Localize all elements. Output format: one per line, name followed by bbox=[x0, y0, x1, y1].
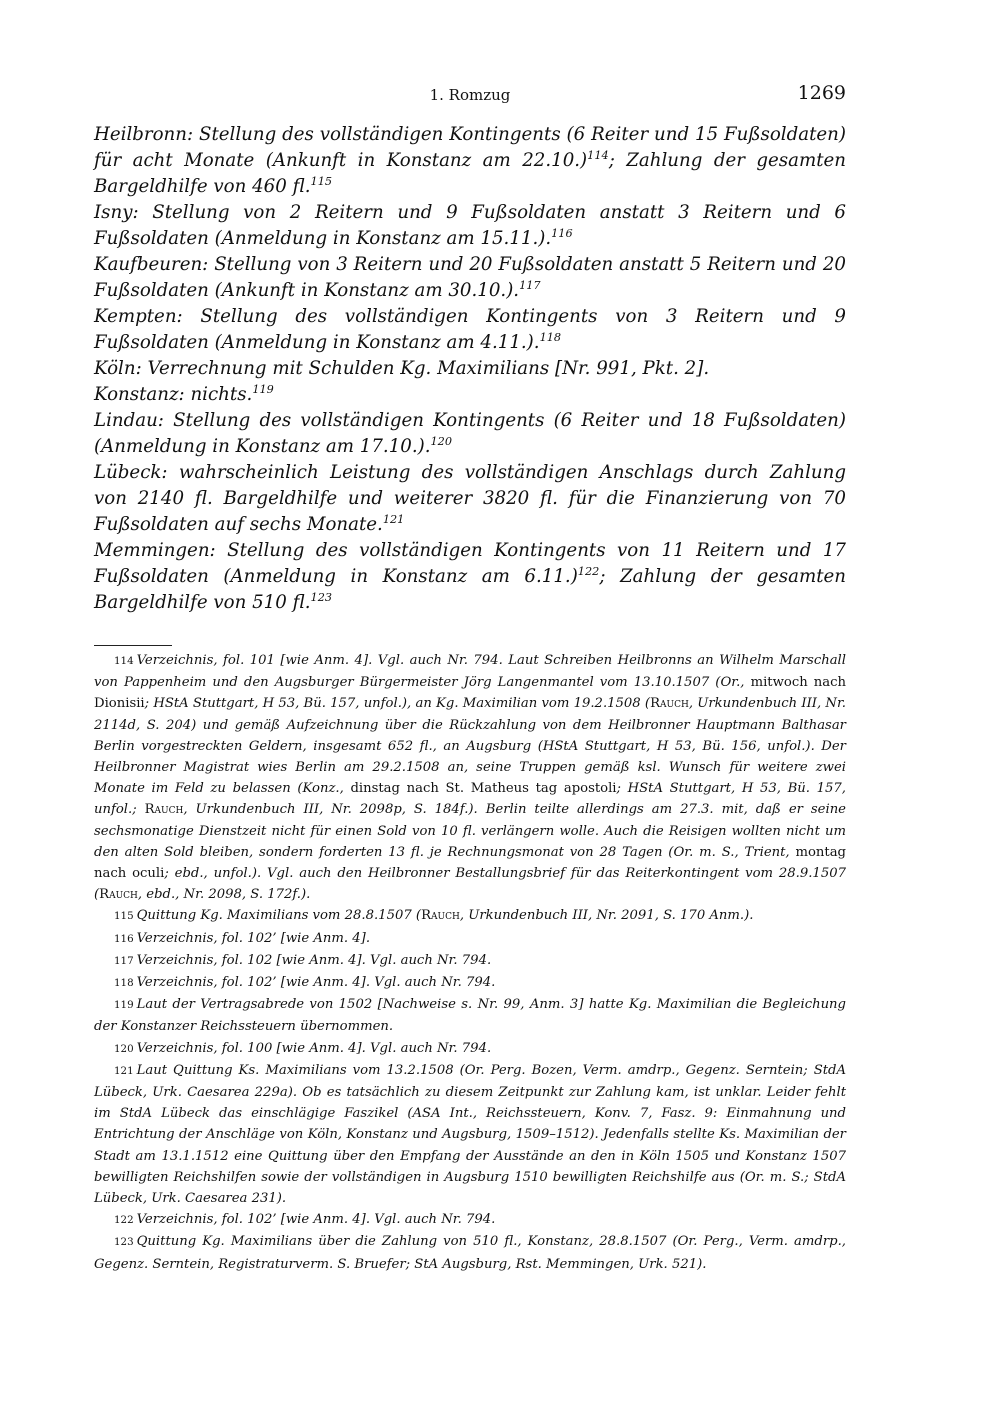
footnote-ref: 123 bbox=[310, 591, 333, 605]
footnote-number: 120 bbox=[114, 1042, 134, 1055]
footnote-number: 122 bbox=[114, 1214, 134, 1227]
main-text bbox=[94, 122, 846, 616]
entry-kaufbeuren: Kaufbeuren: Stellung von 3 Reitern und 20 Fußsoldaten anstatt 5 Reitern und 20 Fußsoldaten (Ankunft in Konstanz am 30.10.).$^{117}$ bbox=[94, 254, 846, 301]
running-head: 1. Romzug bbox=[429, 86, 511, 104]
footnote-number: 119 bbox=[114, 999, 134, 1012]
footnotes bbox=[94, 650, 846, 1275]
page-number: 1269 bbox=[797, 82, 846, 104]
entry-heilbronn: Heilbronn: Stellung des vollständigen Kontingents (6 Reiter und 15 Fußsoldaten) für acht Monate (Ankunft in Konstanz am 22.10.)$^{114}$; Zahlung der gesamten Bargeldhilfe von 460 fl.$^{115}$ bbox=[94, 124, 846, 197]
footnote-117: 117 Verzeichnis, fol. 102 [wie Anm. 4]. Vgl. auch Nr. 794. bbox=[114, 952, 492, 968]
footnote-ref: 118 bbox=[539, 331, 562, 345]
footnote-number: 121 bbox=[114, 1064, 134, 1077]
footnote-ref: 120 bbox=[430, 435, 453, 449]
footnote-122: 122 Verzeichnis, fol. 102’ [wie Anm. 4]. Vgl. auch Nr. 794. bbox=[114, 1212, 496, 1228]
entry-luebeck: Lübeck: wahrscheinlich Leistung des vollständigen Anschlags durch Zahlung von 2140 fl. Bargeldhilfe und weiterer 3820 fl. für die Finanzierung von 70 Fußsoldaten auf sechs Monate.$^{121}$ bbox=[94, 462, 846, 535]
footnote-number: 115 bbox=[114, 910, 134, 923]
entry-lindau: Lindau: Stellung des vollständigen Kontingents (6 Reiter und 18 Fußsoldaten) (Anmeldung in Konstanz am 17.10.).$^{120}$ bbox=[94, 410, 846, 457]
footnote-123: 123 Quittung Kg. Maximilians über die Zahlung von 510 fl., Konstanz, 28.8.1507 (Or. Perg., Verm. amdrp., Gegenz. Serntein, Registraturverm. S. Bruefer; StA Augsburg, Rst. Memmingen, Urk. 521). bbox=[94, 1234, 846, 1272]
footnote-ref: 121 bbox=[382, 513, 405, 527]
footnote-number: 114 bbox=[114, 655, 134, 667]
footnote-121: 121 Laut Quittung Ks. Maximilians vom 13.2.1508 (Or. Perg. Bozen, Verm. amdrp., Gegenz. Serntein; StdA Lübeck, Urk. Caesarea 229a). Ob es tatsächlich zu diesem Zeitpunkt zur Zahlung kam, ist unklar. Leider fehlt im StdA Lübeck das einschlägige Faszikel (ASA Int., Reichssteuern, Konv. 7, Fasz. 9: Einmahnung und Entrichtung der Anschläge von Köln, Konstanz und Augsburg, 1509–1512). Jedenfalls stellte Ks. Maximilian der Stadt am 13.1.1512 eine Quittung über den Empfang der Ausstände an den in Köln 1505 und Konstanz 1507 bewilligten Reichshilfen sowie der vollständigen in Augsburg 1510 bewilligten Reichshilfe aus (Or. m. S.; StdA Lübeck, Urk. Caesarea 231). bbox=[94, 1062, 846, 1207]
footnote-114: 114 Verzeichnis, fol. 101 [wie Anm. 4]. Vgl. auch Nr. 794. Laut Schreiben Heilbronns an Wilhelm Marschall von Pappenheim und den Augsburger Bürgermeister Jörg Langenmantel vom 13.10.1507 (Or., mitwoch nach Dionisii; HStA Stuttgart, H 53, Bü. 157, unfol.), an Kg. Maximilian vom 19.2.1508 (Rauch, Urkundenbuch III, Nr. 2114d, S. 204) und gemäß Aufzeichnung über die Rückzahlung von dem Heilbronner Hauptmann Balthasar Berlin vorgestreckten Geldern, insgesamt 652 fl., an Augsburg (HStA Stuttgart, H 53, Bü. 156, unfol.). Der Heilbronner Magistrat wies Berlin am 29.2.1508 an, seine Truppen gemäß ksl. Wunsch für weitere zwei Monate im Feld zu belassen (Konz., dinstag nach St. Matheus tag apostoli; HStA Stuttgart, H 53, Bü. 157, unfol.; Rauch, Urkundenbuch III, Nr. 2098p, S. 184f.). Berlin teilte allerdings am 27.3. mit, daß er seine sechsmonatige Dienstzeit nicht für einen Sold von 10 fl. verlängern wolle. Auch die Reisigen wollten nicht um den alten Sold bleiben, sondern forderten 13 fl. je Rechnungsmonat von 28 Tagen (Or. m. S., Trient, montag nach oculi; ebd., unfol.). Vgl. auch den Heilbronner Bestallungsbrief für das Reiterkontingent vom 28.9.1507 (Rauch, ebd., Nr. 2098, S. 172f.). bbox=[94, 653, 847, 903]
footnote-115: 115 Quittung Kg. Maximilians vom 28.8.1507 (Rauch, Urkundenbuch III, Nr. 2091, S. 170 Anm.). bbox=[114, 908, 754, 924]
footnote-ref: 114 bbox=[587, 149, 609, 163]
footnote-number: 118 bbox=[114, 977, 134, 990]
footnote-ref: 122 bbox=[577, 565, 600, 579]
entry-memmingen: Memmingen: Stellung des vollständigen Kontingents von 11 Reitern und 17 Fußsoldaten (Anmeldung in Konstanz am 6.11.)$^{122}$; Zahlung der gesamten Bargeldhilfe von 510 fl.$^{123}$ bbox=[94, 540, 846, 613]
footnote-ref: 116 bbox=[551, 227, 573, 241]
footnote-119: 119 Laut der Vertragsabrede von 1502 [Nachweise s. Nr. 99, Anm. 3] hatte Kg. Maximilian die Begleichung der Konstanzer Reichssteuern übernommen. bbox=[94, 997, 846, 1035]
page-header bbox=[94, 82, 846, 110]
footnote-ref: 119 bbox=[252, 383, 274, 397]
footnote-120: 120 Verzeichnis, fol. 100 [wie Anm. 4]. Vgl. auch Nr. 794. bbox=[114, 1040, 492, 1056]
footnote-118: 118 Verzeichnis, fol. 102’ [wie Anm. 4]. Vgl. auch Nr. 794. bbox=[114, 975, 496, 991]
footnote-number: 117 bbox=[114, 954, 134, 967]
entry-koeln: Köln: Verrechnung mit Schulden Kg. Maximilians [Nr. 991, Pkt. 2]. bbox=[94, 358, 710, 379]
document-page bbox=[94, 0, 846, 1418]
entry-kempten: Kempten: Stellung des vollständigen Kontingents von 3 Reitern und 9 Fußsoldaten (Anmeldung in Konstanz am 4.11.).$^{118}$ bbox=[94, 306, 846, 353]
footnote-rule bbox=[94, 645, 172, 646]
footnote-number: 123 bbox=[114, 1236, 134, 1249]
footnote-ref: 115 bbox=[310, 175, 333, 189]
entry-konstanz: Konstanz: nichts.$^{119}$ bbox=[94, 383, 274, 405]
footnote-116: 116 Verzeichnis, fol. 102’ [wie Anm. 4]. bbox=[114, 930, 371, 946]
footnote-ref: 117 bbox=[519, 279, 541, 293]
entry-isny: Isny: Stellung von 2 Reitern und 9 Fußsoldaten anstatt 3 Reitern und 6 Fußsoldaten (Anmeldung in Konstanz am 15.11.).$^{116}$ bbox=[94, 202, 846, 249]
footnote-number: 116 bbox=[114, 932, 134, 945]
